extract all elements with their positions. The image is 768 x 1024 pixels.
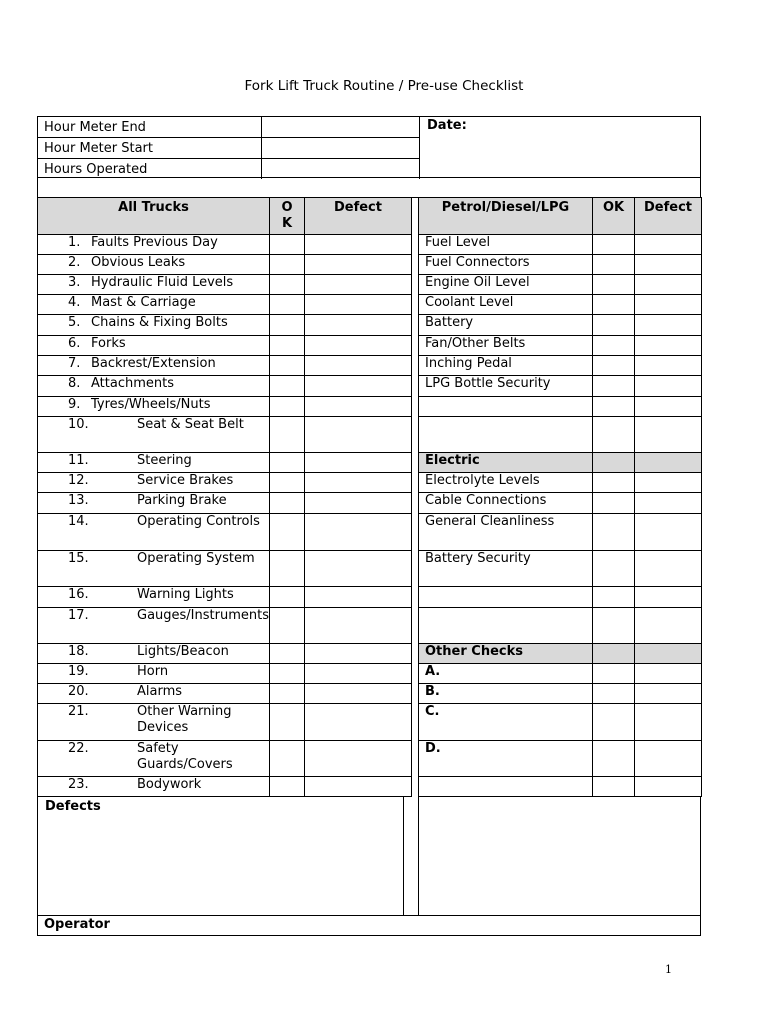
checklist-item — [38, 235, 270, 255]
item-label: Parking Brake — [137, 493, 227, 508]
item-label: Obvious Leaks — [91, 255, 186, 270]
ok-cell-right[interactable] — [593, 493, 635, 514]
defect-cell-right[interactable] — [635, 608, 702, 644]
item-label: Bodywork — [137, 777, 202, 792]
checklist-item-right: Fan/Other Belts — [419, 336, 593, 356]
defect-cell[interactable] — [304, 684, 411, 704]
defect-cell[interactable] — [304, 664, 411, 684]
ok-cell-right[interactable] — [593, 608, 635, 644]
item-number: 1. — [68, 235, 81, 250]
item-number: 8. — [68, 376, 81, 391]
item-number: 9. — [68, 397, 81, 412]
checklist-row-right — [419, 551, 702, 587]
checklist-item-right — [419, 608, 593, 644]
hours-operated-label: Hours Operated — [38, 159, 261, 180]
checklist-item-right: D. — [419, 741, 593, 777]
defect-cell-right[interactable] — [635, 514, 702, 551]
item-number: 21. — [68, 704, 89, 719]
page-title: Fork Lift Truck Routine / Pre-use Checklist — [244, 78, 524, 94]
checklist-item — [38, 417, 270, 453]
ok-cell-right[interactable] — [593, 684, 635, 704]
checklist-item — [38, 684, 270, 704]
checklist-row-right — [419, 417, 702, 453]
item-number: 4. — [68, 295, 81, 310]
ok-header-right: OK — [593, 198, 635, 235]
defect-cell[interactable] — [304, 644, 411, 664]
defect-cell-right[interactable] — [635, 741, 702, 777]
defect-cell[interactable] — [304, 255, 411, 275]
hour-meter-end-field[interactable] — [261, 117, 419, 138]
section-header: Electric — [419, 453, 593, 473]
defect-header: Defect — [304, 198, 411, 235]
checklist-row — [38, 315, 412, 336]
checklist-row — [38, 608, 412, 644]
defect-cell-right[interactable] — [635, 376, 702, 397]
all-trucks-table — [37, 197, 412, 797]
item-label: Steering — [137, 453, 192, 468]
defect-cell-right[interactable] — [635, 255, 702, 275]
defect-cell-right[interactable] — [635, 235, 702, 255]
defect-cell-right[interactable] — [635, 777, 702, 797]
defect-cell[interactable] — [304, 336, 411, 356]
item-label: Safety Guards/Covers — [137, 741, 233, 772]
checklist-item — [38, 644, 270, 664]
hour-meter-start-field[interactable] — [261, 138, 419, 159]
defect-cell[interactable] — [304, 777, 411, 797]
defect-cell[interactable] — [304, 551, 411, 587]
ok-cell-right[interactable] — [593, 235, 635, 255]
defect-cell-right[interactable] — [635, 551, 702, 587]
ok-cell[interactable] — [269, 551, 304, 587]
checklist-item — [38, 493, 270, 514]
ok-cell-right[interactable] — [593, 376, 635, 397]
ok-cell-right[interactable] — [593, 741, 635, 777]
item-label: Lights/Beacon — [137, 644, 229, 659]
ok-cell-right[interactable] — [593, 514, 635, 551]
checklist-row-right — [419, 295, 702, 315]
checklist-row — [38, 704, 412, 741]
defect-cell[interactable] — [304, 356, 411, 376]
ok-cell-right[interactable] — [593, 473, 635, 493]
defect-cell[interactable] — [304, 514, 411, 551]
ok-cell[interactable] — [269, 275, 304, 295]
defect-cell[interactable] — [304, 608, 411, 644]
defects-box-right[interactable] — [418, 797, 701, 916]
ok-cell-right[interactable] — [593, 587, 635, 608]
defect-cell-right — [635, 453, 702, 473]
item-number: 7. — [68, 356, 81, 371]
checklist-row-right — [419, 453, 702, 473]
checklist-item-right — [419, 587, 593, 608]
ok-cell[interactable] — [269, 295, 304, 315]
checklist-row-right — [419, 608, 702, 644]
checklist-item — [38, 514, 270, 551]
ok-cell[interactable] — [269, 315, 304, 336]
defect-cell-right[interactable] — [635, 315, 702, 336]
checklist-row-right — [419, 704, 702, 741]
checklist-row-right — [419, 235, 702, 255]
checklist-item — [38, 741, 270, 777]
ok-cell[interactable] — [269, 336, 304, 356]
item-number: 13. — [68, 493, 89, 508]
checklist-row — [38, 741, 412, 777]
ok-cell[interactable] — [269, 255, 304, 275]
checklist-item-right: Fuel Connectors — [419, 255, 593, 275]
defect-cell-right[interactable] — [635, 275, 702, 295]
date-label: Date: — [427, 118, 467, 133]
checklist-row — [38, 235, 412, 255]
ok-cell[interactable] — [269, 356, 304, 376]
defects-label: Defects — [45, 799, 101, 814]
item-label: Backrest/Extension — [91, 356, 216, 371]
checklist-item-right: Coolant Level — [419, 295, 593, 315]
defect-cell-right[interactable] — [635, 336, 702, 356]
checklist-row-right — [419, 644, 702, 664]
checklist-item — [38, 704, 270, 741]
checklist-item — [38, 315, 270, 336]
checklist-row-right — [419, 473, 702, 493]
ok-cell[interactable] — [269, 704, 304, 741]
item-label: Forks — [91, 336, 126, 351]
checklist-row-right — [419, 664, 702, 684]
checklist-item — [38, 664, 270, 684]
checklist-item — [38, 336, 270, 356]
checklist-item-right: General Cleanliness — [419, 514, 593, 551]
checklist-row-right — [419, 275, 702, 295]
item-label: Mast & Carriage — [91, 295, 196, 310]
checklist-row — [38, 453, 412, 473]
defect-cell-right[interactable] — [635, 587, 702, 608]
checklist-row — [38, 275, 412, 295]
checklist-item — [38, 397, 270, 417]
checklist-row — [38, 356, 412, 376]
checklist-row — [38, 664, 412, 684]
checklist-row — [38, 336, 412, 356]
checklist-row — [38, 777, 412, 797]
ok-cell-right[interactable] — [593, 275, 635, 295]
checklist-row — [38, 644, 412, 664]
defect-cell[interactable] — [304, 376, 411, 397]
checklist-item — [38, 587, 270, 608]
checklist-item — [38, 356, 270, 376]
ok-cell[interactable] — [269, 514, 304, 551]
ok-cell-right[interactable] — [593, 551, 635, 587]
ok-cell[interactable] — [269, 684, 304, 704]
page-number: 1 — [665, 963, 672, 976]
checklist-item-right: A. — [419, 664, 593, 684]
item-label: Faults Previous Day — [91, 235, 218, 250]
item-label: Service Brakes — [137, 473, 234, 488]
defects-box[interactable] — [37, 797, 404, 916]
checklist-item — [38, 295, 270, 315]
ok-cell-right[interactable] — [593, 777, 635, 797]
defect-cell[interactable] — [304, 417, 411, 453]
checklist-row-right — [419, 255, 702, 275]
defect-cell-right[interactable] — [635, 684, 702, 704]
defect-cell[interactable] — [304, 704, 411, 741]
ok-cell[interactable] — [269, 473, 304, 493]
operator-label: Operator — [44, 917, 110, 932]
checklist-row — [38, 397, 412, 417]
checklist-item — [38, 608, 270, 644]
checklist-item — [38, 551, 270, 587]
item-number: 10. — [68, 417, 89, 432]
defect-cell-right[interactable] — [635, 473, 702, 493]
defect-cell[interactable] — [304, 397, 411, 417]
ok-cell-right[interactable] — [593, 397, 635, 417]
ok-cell-right[interactable] — [593, 315, 635, 336]
item-label: Operating Controls — [137, 514, 260, 529]
checklist-row — [38, 473, 412, 493]
ok-cell-right[interactable] — [593, 417, 635, 453]
defect-cell-right[interactable] — [635, 397, 702, 417]
item-number: 19. — [68, 664, 89, 679]
spacer-row — [37, 177, 701, 198]
checklist-item-right: LPG Bottle Security — [419, 376, 593, 397]
ok-cell-right[interactable] — [593, 664, 635, 684]
operator-row[interactable] — [37, 915, 701, 936]
ok-cell-right[interactable] — [593, 336, 635, 356]
ok-cell[interactable] — [269, 608, 304, 644]
checklist-row-right — [419, 741, 702, 777]
item-number: 2. — [68, 255, 81, 270]
ok-cell[interactable] — [269, 777, 304, 797]
item-label: Chains & Fixing Bolts — [91, 315, 228, 330]
ok-cell-right — [593, 453, 635, 473]
section-header: Other Checks — [419, 644, 593, 664]
hour-meter-start-label: Hour Meter Start — [38, 138, 261, 159]
checklist-item-right: Electrolyte Levels — [419, 473, 593, 493]
checklist-row-right — [419, 315, 702, 336]
checklist-row-right — [419, 376, 702, 397]
checklist-item-right: Battery — [419, 315, 593, 336]
defect-cell[interactable] — [304, 453, 411, 473]
ok-cell[interactable] — [269, 587, 304, 608]
item-number: 3. — [68, 275, 81, 290]
defect-cell-right[interactable] — [635, 664, 702, 684]
item-label: Tyres/Wheels/Nuts — [91, 397, 211, 412]
checklist-row — [38, 551, 412, 587]
checklist-item-right — [419, 397, 593, 417]
defect-cell[interactable] — [304, 493, 411, 514]
checklist-row-right — [419, 336, 702, 356]
petrol-diesel-lpg-header: Petrol/Diesel/LPG — [419, 198, 593, 235]
ok-cell[interactable] — [269, 741, 304, 777]
ok-cell-right — [593, 644, 635, 664]
item-number: 23. — [68, 777, 89, 792]
checklist-item — [38, 473, 270, 493]
checklist-item — [38, 275, 270, 295]
checklist-item-right — [419, 777, 593, 797]
checklist-row — [38, 514, 412, 551]
checklist-row-right — [419, 684, 702, 704]
hour-meter-block — [37, 116, 701, 178]
defect-cell[interactable] — [304, 473, 411, 493]
footer-block — [37, 797, 701, 936]
checklist-item — [38, 453, 270, 473]
defect-header-right: Defect — [635, 198, 702, 235]
item-number: 17. — [68, 608, 89, 623]
item-number: 11. — [68, 453, 89, 468]
checklist-item-right: C. — [419, 704, 593, 741]
checklist-row — [38, 493, 412, 514]
item-number: 22. — [68, 741, 89, 756]
column-gap — [403, 797, 419, 916]
defect-cell[interactable] — [304, 275, 411, 295]
item-label: Seat & Seat Belt — [137, 417, 244, 432]
ok-cell[interactable] — [269, 644, 304, 664]
defect-cell-right — [635, 644, 702, 664]
checklist-item-right: Battery Security — [419, 551, 593, 587]
ok-header-line1: O — [281, 200, 293, 215]
defect-cell-right[interactable] — [635, 295, 702, 315]
checklist-row-right — [419, 514, 702, 551]
checklist-row-right — [419, 777, 702, 797]
ok-cell-right[interactable] — [593, 255, 635, 275]
item-number: 16. — [68, 587, 89, 602]
checklist-row-right — [419, 587, 702, 608]
defect-cell[interactable] — [304, 587, 411, 608]
ok-cell[interactable] — [269, 417, 304, 453]
defect-cell[interactable] — [304, 235, 411, 255]
checklist-item — [38, 255, 270, 275]
ok-cell[interactable] — [269, 664, 304, 684]
checklist-item-right: Fuel Level — [419, 235, 593, 255]
ok-header-line2: K — [281, 216, 293, 231]
checklist-row — [38, 684, 412, 704]
defect-cell-right[interactable] — [635, 493, 702, 514]
item-number: 15. — [68, 551, 89, 566]
checklist-item-right — [419, 417, 593, 453]
ok-cell[interactable] — [269, 235, 304, 255]
item-label: Horn — [137, 664, 169, 679]
checklist-row-right — [419, 493, 702, 514]
defect-cell-right[interactable] — [635, 356, 702, 376]
hour-meter-table — [38, 117, 420, 179]
item-label: Gauges/Instruments — [137, 608, 269, 623]
checklist-row — [38, 255, 412, 275]
checklist-item-right: Engine Oil Level — [419, 275, 593, 295]
item-label: Other Warning Devices — [137, 704, 232, 735]
defect-cell[interactable] — [304, 295, 411, 315]
item-label: Operating System — [137, 551, 255, 566]
ok-cell-right[interactable] — [593, 356, 635, 376]
item-label: Attachments — [91, 376, 174, 391]
checklist-row-right — [419, 356, 702, 376]
item-number: 5. — [68, 315, 81, 330]
item-number: 18. — [68, 644, 89, 659]
item-number: 14. — [68, 514, 89, 529]
checklist-row-right — [419, 397, 702, 417]
item-number: 6. — [68, 336, 81, 351]
defect-cell-right[interactable] — [635, 417, 702, 453]
item-number: 12. — [68, 473, 89, 488]
hour-meter-end-label: Hour Meter End — [38, 117, 261, 138]
petrol-diesel-lpg-table — [418, 197, 702, 797]
ok-cell-right[interactable] — [593, 704, 635, 741]
item-label: Warning Lights — [137, 587, 234, 602]
ok-cell[interactable] — [269, 376, 304, 397]
ok-header — [269, 198, 304, 235]
checklist-item-right: Cable Connections — [419, 493, 593, 514]
item-number: 20. — [68, 684, 89, 699]
checklist-item — [38, 777, 270, 797]
defect-cell[interactable] — [304, 741, 411, 777]
checklist-item-right: B. — [419, 684, 593, 704]
checklist-row — [38, 295, 412, 315]
defect-cell-right[interactable] — [635, 704, 702, 741]
item-label: Alarms — [137, 684, 183, 699]
defect-cell[interactable] — [304, 315, 411, 336]
ok-cell[interactable] — [269, 493, 304, 514]
checklist-row — [38, 376, 412, 397]
checklist-row — [38, 417, 412, 453]
hours-operated-field[interactable] — [261, 159, 419, 180]
checklist-item — [38, 376, 270, 397]
all-trucks-header: All Trucks — [38, 198, 270, 235]
ok-cell[interactable] — [269, 453, 304, 473]
item-label: Hydraulic Fluid Levels — [91, 275, 234, 290]
ok-cell-right[interactable] — [593, 295, 635, 315]
checklist-row — [38, 587, 412, 608]
checklist-item-right: Inching Pedal — [419, 356, 593, 376]
ok-cell[interactable] — [269, 397, 304, 417]
